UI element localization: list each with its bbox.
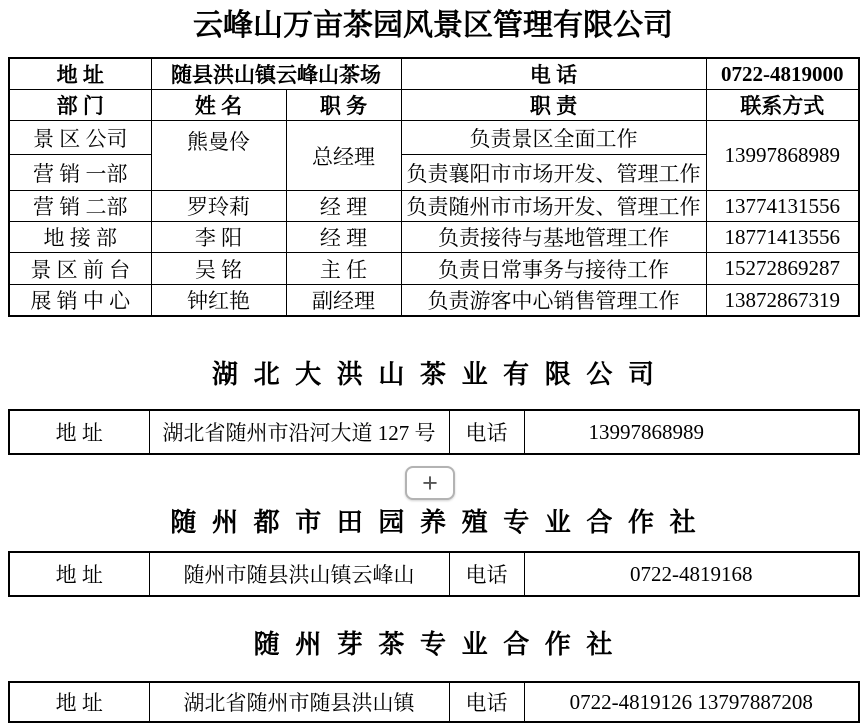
- company1-address-row: [9, 58, 859, 90]
- company1-title: 云峰山万亩茶园风景区管理有限公司: [193, 9, 673, 42]
- position-cell: 总经理: [286, 121, 401, 191]
- duty-cell: 负责游客中心销售管理工作: [401, 285, 706, 317]
- position-cell: 经 理: [286, 191, 401, 222]
- phone-label-cell: 电 话: [401, 58, 706, 90]
- department-cell: 营 销 二部: [9, 191, 151, 222]
- company4-title: 随州芽茶专业合作社: [253, 630, 628, 659]
- company3-table: [8, 551, 860, 597]
- contact-cell: 13997868989: [706, 121, 859, 191]
- header-duty-cell: 职 责: [401, 90, 706, 121]
- phone-label-cell: 电话: [449, 552, 524, 596]
- duty-cell: 负责景区全面工作: [401, 121, 706, 155]
- table-row: [9, 191, 859, 222]
- department-cell: 展 销 中 心: [9, 285, 151, 317]
- duty-cell: 负责随州市市场开发、管理工作: [401, 191, 706, 222]
- position-cell: 主 任: [286, 253, 401, 285]
- name-cell: 李 阳: [151, 222, 286, 253]
- name-cell: 吴 铭: [151, 253, 286, 285]
- company2-table: [8, 409, 860, 455]
- position-cell: 副经理: [286, 285, 401, 317]
- phone-label-cell: 电话: [449, 410, 524, 454]
- company4-address-row: [9, 682, 859, 722]
- contact-cell: 15272869287: [706, 253, 859, 285]
- address-label-cell: 地 址: [9, 58, 151, 90]
- department-cell: 营 销 一部: [9, 155, 151, 191]
- address-value-cell: 随州市随县洪山镇云峰山: [149, 552, 449, 596]
- duty-cell: 负责日常事务与接待工作: [401, 253, 706, 285]
- name-cell: 钟红艳: [151, 285, 286, 317]
- table-row: [9, 121, 859, 155]
- contact-cell: 13872867319: [706, 285, 859, 317]
- company4-table: [8, 681, 860, 723]
- phone-value-cell: 0722-4819168: [524, 552, 859, 596]
- duty-cell: 负责襄阳市市场开发、管理工作: [401, 155, 706, 191]
- header-department-cell: 部 门: [9, 90, 151, 121]
- phone-label-cell: 电话: [449, 682, 524, 722]
- company3-address-row: [9, 552, 859, 596]
- header-name-cell: 姓 名: [151, 90, 286, 121]
- department-cell: 景 区 公司: [9, 121, 151, 155]
- contact-cell: 18771413556: [706, 222, 859, 253]
- insert-plus-button[interactable]: +: [405, 466, 455, 500]
- company1-header-row: [9, 90, 859, 121]
- address-value-cell: 湖北省随州市随县洪山镇: [149, 682, 449, 722]
- company1-table: [8, 57, 860, 317]
- table-row: [9, 222, 859, 253]
- company2-title: 湖北大洪山茶业有限公司: [211, 360, 670, 389]
- address-label-cell: 地 址: [9, 552, 149, 596]
- address-value-cell: 湖北省随州市沿河大道 127 号: [149, 410, 449, 454]
- phone-value-cell: 0722-4819126 13797887208: [524, 682, 859, 722]
- address-label-cell: 地 址: [9, 410, 149, 454]
- position-cell: 经 理: [286, 222, 401, 253]
- phone-value-cell: 13997868989: [524, 410, 859, 454]
- contact-cell: 13774131556: [706, 191, 859, 222]
- name-cell: 罗玲莉: [151, 191, 286, 222]
- phone-value-cell: 0722-4819000: [706, 58, 859, 90]
- department-cell: 地 接 部: [9, 222, 151, 253]
- header-position-cell: 职 务: [286, 90, 401, 121]
- address-value-cell: 随县洪山镇云峰山茶场: [151, 58, 401, 90]
- duty-cell: 负责接待与基地管理工作: [401, 222, 706, 253]
- company3-title: 随州都市田园养殖专业合作社: [170, 508, 712, 537]
- table-row: [9, 253, 859, 285]
- header-contact-cell: 联系方式: [706, 90, 859, 121]
- name-cell: 熊曼伶: [151, 121, 286, 191]
- department-cell: 景 区 前 台: [9, 253, 151, 285]
- company2-address-row: [9, 410, 859, 454]
- table-row: [9, 285, 859, 317]
- address-label-cell: 地 址: [9, 682, 149, 722]
